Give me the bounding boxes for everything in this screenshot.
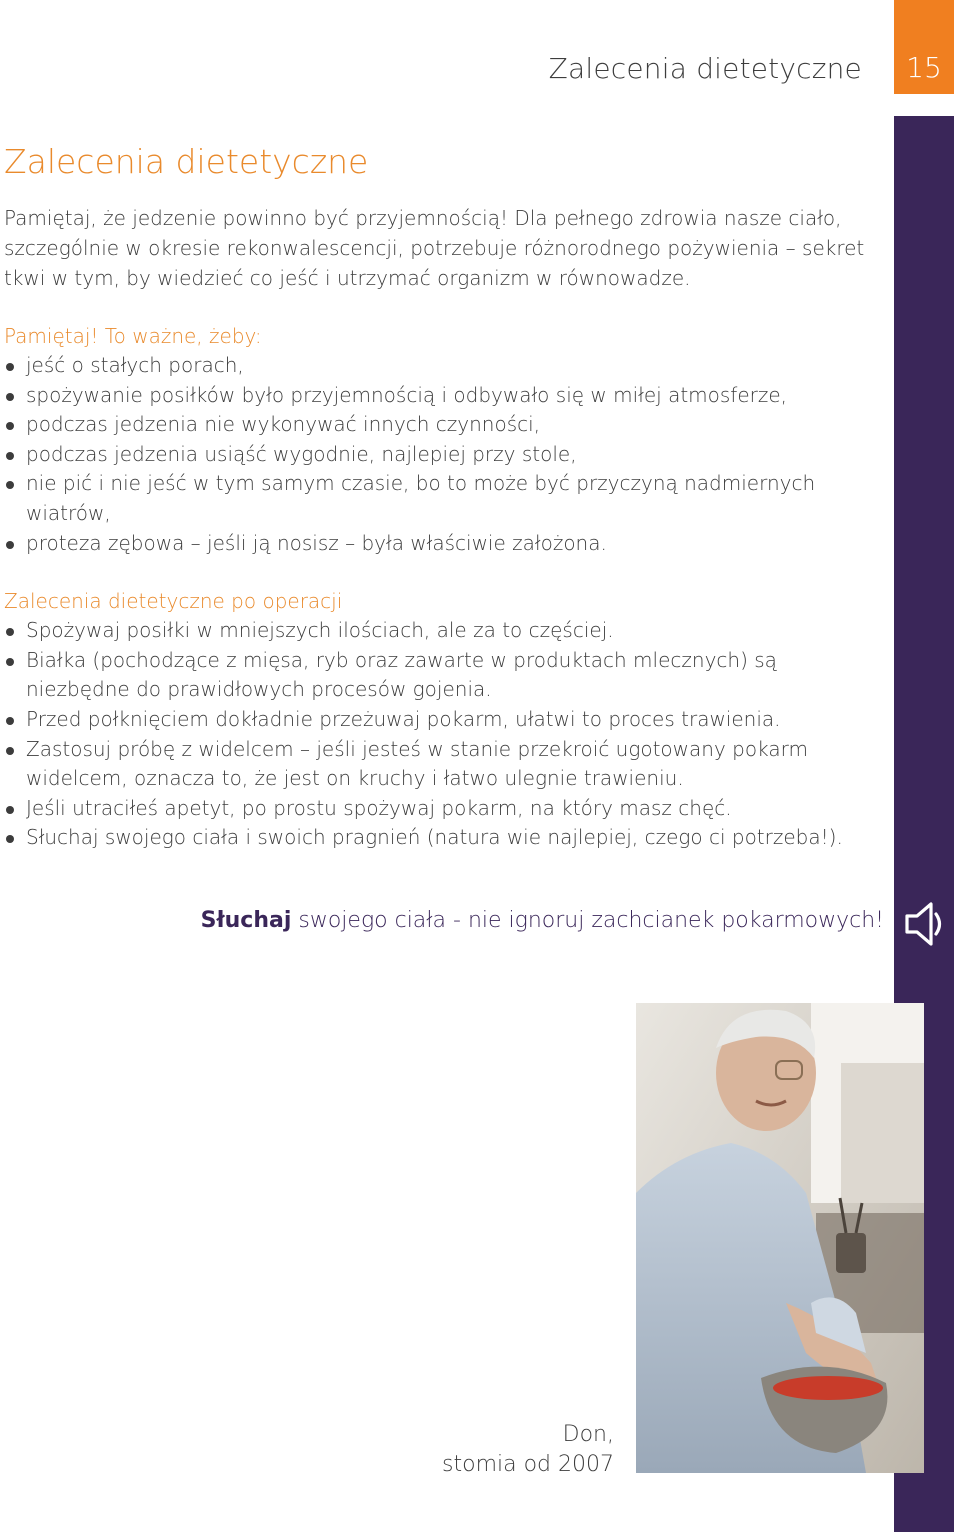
cooking-photo	[636, 1003, 924, 1473]
list-item: podczas jedzenia usiąść wygodnie, najlepiej przy stole,	[4, 440, 884, 470]
remember-label: Pamiętaj!	[4, 324, 99, 348]
list-item: Słuchaj swojego ciała i swoich pragnień (natura wie najlepiej, czego ci potrzeba!).	[4, 823, 884, 853]
list-item: Zastosuj próbę z widelcem – jeśli jesteś w stanie przekroić ugotowany pokarm widelcem, oznacza to, że jest on kruchy i łatwo ulegnie trawieniu.	[4, 735, 884, 794]
list-item: Przed połknięciem dokładnie przeżuwaj pokarm, ułatwi to proces trawienia.	[4, 705, 884, 735]
photo-caption	[442, 1420, 614, 1480]
list-item: podczas jedzenia nie wykonywać innych czynności,	[4, 410, 884, 440]
list-item: spożywanie posiłków było przyjemnością i odbywało się w miłej atmosferze,	[4, 381, 884, 411]
callout-text	[201, 908, 884, 933]
main-content	[4, 142, 884, 881]
after-surgery-list	[4, 616, 884, 853]
remember-heading	[4, 321, 884, 351]
running-title: Zalecenia dietetyczne	[548, 52, 862, 85]
remember-list	[4, 351, 884, 558]
caption-detail: stomia od 2007	[442, 1452, 614, 1477]
intro-paragraph: Pamiętaj, że jedzenie powinno być przyjemnością! Dla pełnego zdrowia nasze ciało, szczególnie w okresie rekonwalescencji, potrzebuje różnorodnego pożywienia – sekret tkwi w tym, by wiedzieć co jeść i utrzymać organizm w równowadze.	[4, 206, 865, 290]
speaker-icon[interactable]	[903, 898, 947, 950]
list-item: nie pić i nie jeść w tym samym czasie, bo to może być przyczyną nadmiernych wiatrów,	[4, 469, 884, 528]
page-number-tab	[894, 0, 954, 94]
list-item: Spożywaj posiłki w mniejszych ilościach, ale za to częściej.	[4, 616, 884, 646]
remember-label-rest: To ważne, żeby:	[98, 324, 262, 348]
page-number: 15	[906, 51, 942, 84]
caption-name: Don,	[562, 1422, 614, 1447]
page-title: Zalecenia dietetyczne	[4, 142, 369, 181]
callout-rest: swojego ciała - nie ignoruj zachcianek pokarmowych!	[291, 908, 884, 933]
list-item: Jeśli utraciłeś apetyt, po prostu spożywaj pokarm, na który masz chęć.	[4, 794, 884, 824]
after-surgery-heading: Zalecenia dietetyczne po operacji	[4, 589, 343, 614]
list-item: Białka (pochodzące z mięsa, ryb oraz zawarte w produktach mlecznych) są niezbędne do prawidłowych procesów gojenia.	[4, 646, 884, 705]
list-item: jeść o stałych porach,	[4, 351, 884, 381]
callout-bold: Słuchaj	[200, 908, 292, 933]
list-item: proteza zębowa – jeśli ją nosisz – była właściwie założona.	[4, 529, 884, 559]
